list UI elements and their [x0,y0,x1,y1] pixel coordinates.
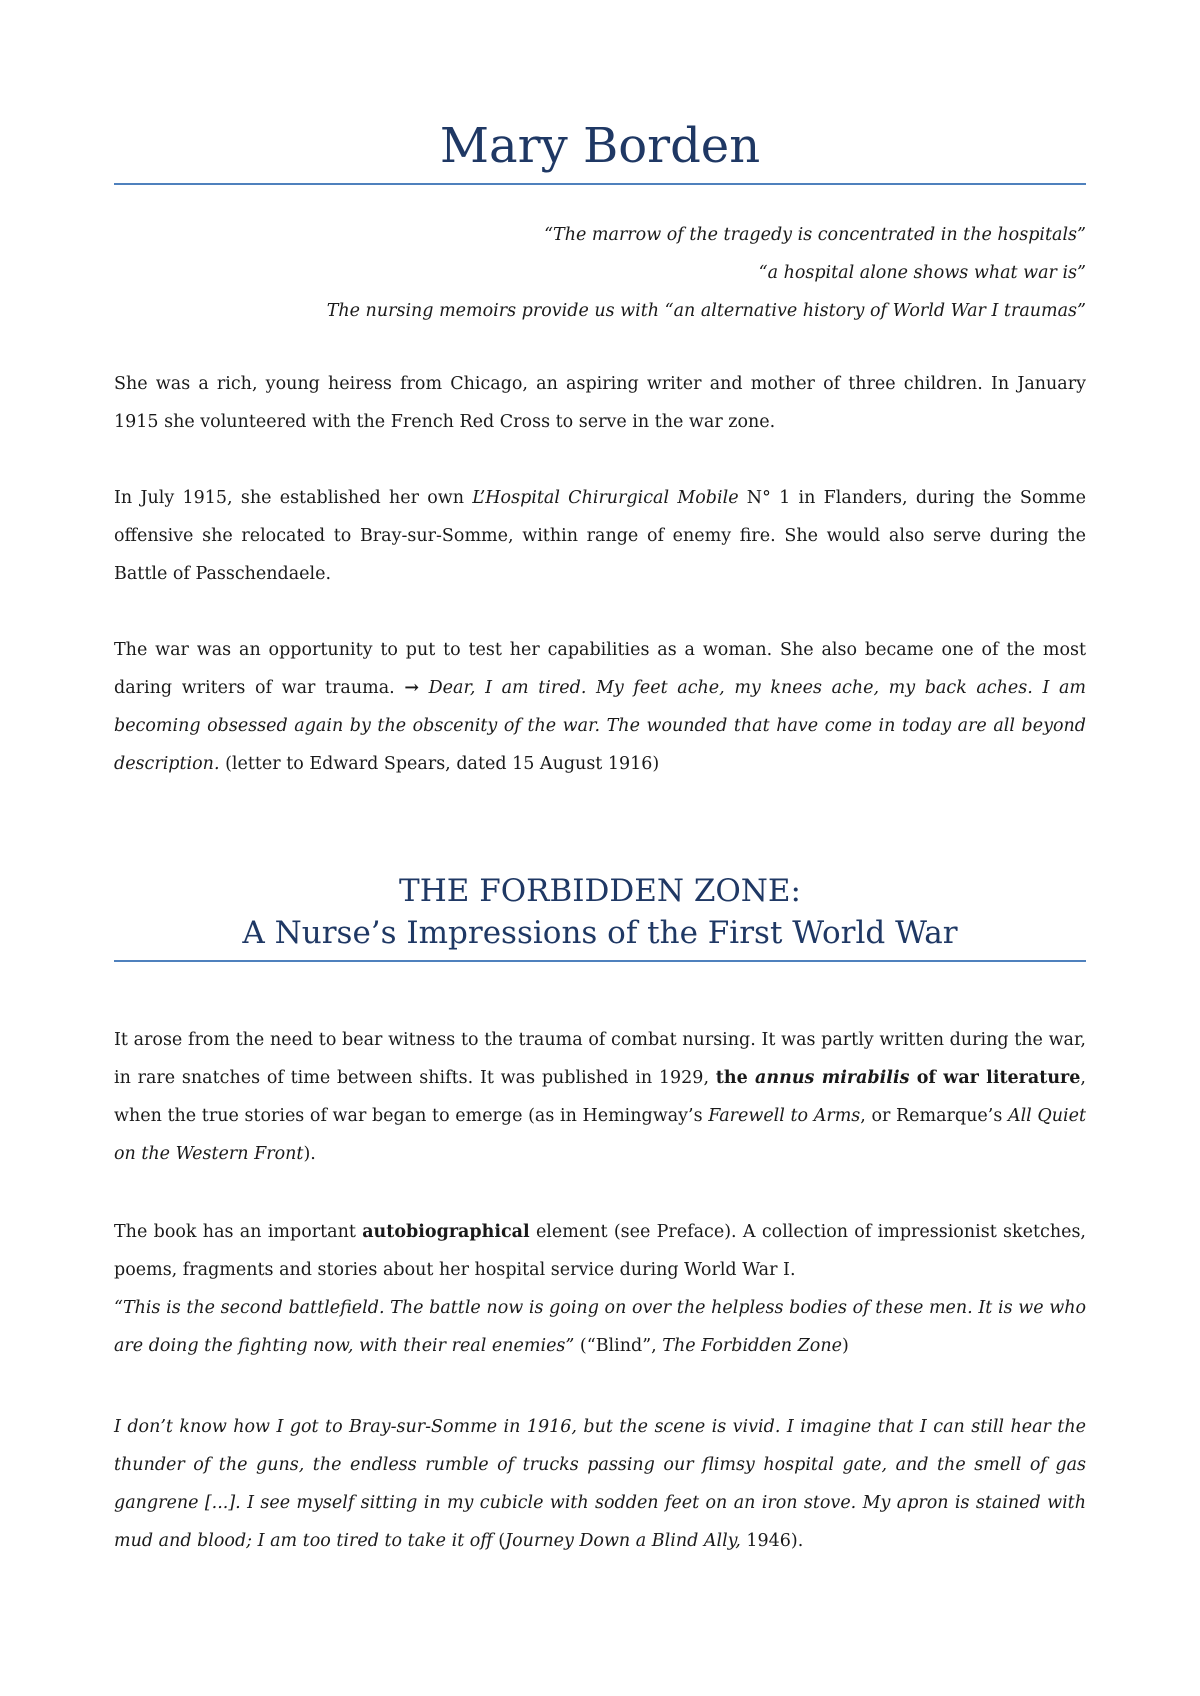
text-run: N° 1 in Flanders, during the Somme offensive she relocated to Bray-sur-Somme, within range of enemy fire. She would also serve during the Battle of Passchendaele. [114,488,1086,584]
paragraph-biography: She was a rich, young heiress from Chicago, an aspiring writer and mother of three children. In January 1915 she volunteered with the French Red Cross to serve in the war zone. [114,374,1086,432]
book-title: Journey Down a Blind Ally, [505,1531,741,1551]
text-run: ). [303,1144,316,1164]
page-title: Mary Borden [439,118,761,174]
text-run: , or Remarque’s [860,1106,1008,1126]
arrow-right-icon: → [404,678,420,698]
text-run: ( [492,1531,506,1551]
book-title: All Quiet on the Western Front [114,1106,1086,1164]
book-title: Farewell to Arms [708,1106,861,1126]
letter-citation: (letter to Edward Spears, dated 15 August 1916) [219,754,660,774]
section-underline [114,960,1086,962]
epigraph-line: “The marrow of the tragedy is concentrated in the hospitals” [544,225,1086,245]
text-run: , when the true stories of war began to emerge (as in Hemingway’s [114,1068,1086,1126]
hospital-name: L’Hospital Chirurgical Mobile [472,488,739,508]
paragraph-autobiographical [114,1213,1086,1365]
text-run: In July 1915, she established her own [114,488,473,508]
epigraph-line: The nursing memoirs provide us with “an alternative history of World War I traumas” [326,301,1086,321]
text-run: The war was an opportunity to put to test her capabilities as a woman. She also became one of the most daring writers of war trauma. [114,640,1086,698]
annus-mirabilis: annus mirabilis [755,1068,910,1088]
section-title [114,870,1086,954]
text-run: (“Blind”, [574,1336,663,1356]
paragraph-hospital [114,479,1086,593]
paragraph-origin [114,1021,1086,1173]
text-run: It arose from the need to bear witness to the trauma of combat nursing. It was partly written during the war, in rare snatches of time between shifts. It was published in 1929, [114,1030,1086,1088]
title-underline [114,183,1086,185]
epigraph-line: “a hospital alone shows what war is” [758,263,1086,283]
text-run: 1946). [740,1531,804,1551]
text-run-bold: the [715,1068,756,1088]
text-run-bold: autobiographical [362,1222,530,1242]
book-title: The Forbidden Zone [662,1336,842,1356]
epigraph-block [114,216,1086,330]
text-run-bold: of war literature [909,1068,1081,1088]
section-title-line-1: THE FORBIDDEN ZONE: [399,873,801,909]
text-run: element (see Preface). A collection of impressionist sketches, poems, fragments and stories about her hospital service during World War I. [114,1222,1086,1280]
blind-quote: “This is the second battlefield. The battle now is going on over the helpless bodies of these men. It is we who are doing the fighting now, with their real enemies” [114,1298,1086,1356]
text-run: The book has an important [114,1222,363,1242]
memoir-quote: I don’t know how I got to Bray-sur-Somme in 1916, but the scene is vivid. I imagine that I can still hear the thunder of the guns, the endless rumble of trucks passing our flimsy hospital gate, and the smell of gas gangrene [...]. I see myself sitting in my cubicle with sodden feet on an iron stove. My apron is stained with mud and blood; I am too tired to take it off [114,1417,1086,1551]
paragraph-war-trauma [114,631,1086,783]
letter-quote: Dear, I am tired. My feet ache, my knees ache, my back aches. I am becoming obsessed again by the obscenity of the war. The wounded that have come in today are all beyond description. [114,678,1086,774]
paragraph-memoir-quote [114,1408,1086,1560]
section-title-line-2: A Nurse’s Impressions of the First World War [242,915,958,951]
text-run: ) [841,1336,849,1356]
